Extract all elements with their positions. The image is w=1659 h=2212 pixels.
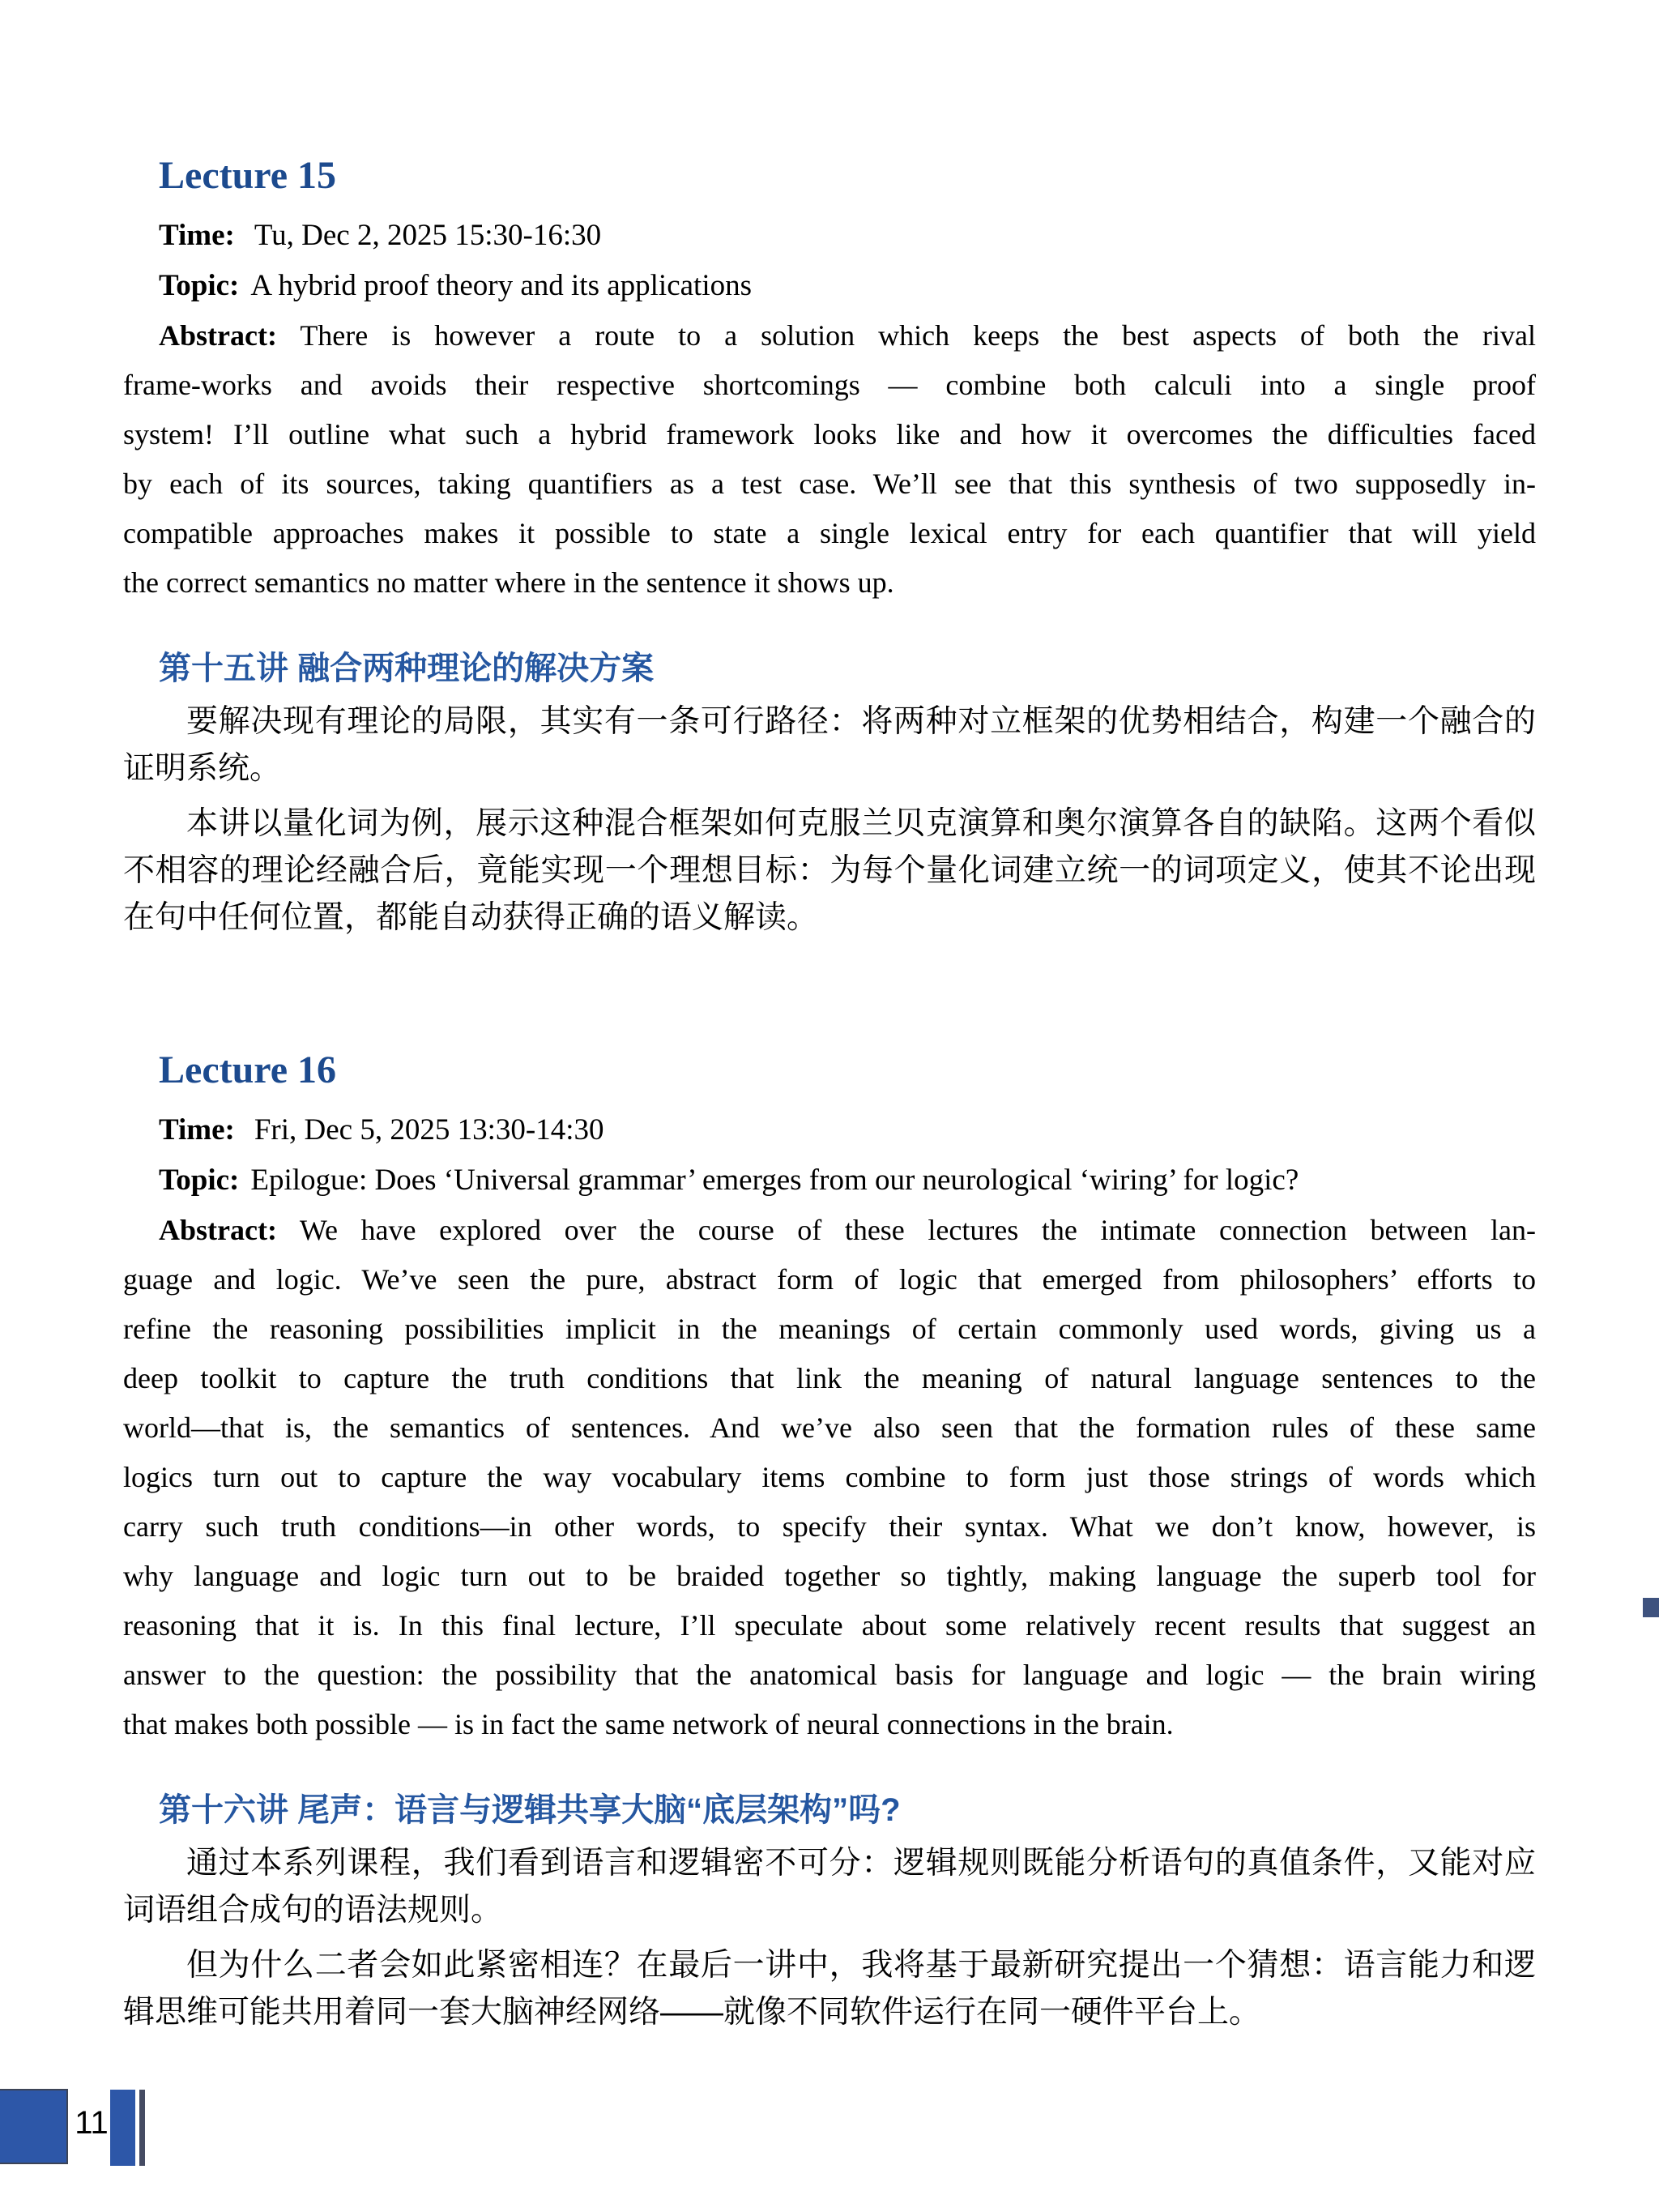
time-value: Fri, Dec 5, 2025 13:30-14:30	[254, 1113, 604, 1147]
abstract-line: guage and logic. We’ve seen the pure, abstract form of logic that emerged from philosophers’ efforts to	[123, 1263, 1536, 1296]
abstract-line: answer to the question: the possibility that the anatomical basis for language and logic — the brain wiring	[123, 1659, 1536, 1691]
abstract-line: deep toolkit to capture the truth conditions that link the meaning of natural language sentences to the	[123, 1362, 1536, 1394]
lecture-15-time-row	[159, 211, 1536, 261]
lecture-16-title: Lecture 16	[159, 1048, 337, 1091]
abstract-line: why language and logic turn out to be braided together so tightly, making language the superb tool for	[123, 1560, 1536, 1592]
lecture-16-section	[123, 1048, 1536, 2036]
footer-accent-rule	[139, 2090, 145, 2166]
lecture-15-section	[123, 154, 1536, 942]
lecture-15-title: Lecture 15	[159, 154, 337, 197]
lecture-15-cn-heading: 第十五讲 融合两种理论的解决方案	[159, 651, 655, 686]
abstract-line: reasoning that it is. In this final lecture, I’ll speculate about some relatively recent results that suggest an	[123, 1609, 1536, 1642]
time-label: Time:	[159, 1113, 235, 1147]
abstract-line: logics turn out to capture the way vocabulary items combine to form just those strings of words which	[123, 1461, 1536, 1493]
lecture-16-abstract	[123, 1206, 1536, 1749]
abstract-line: carry such truth conditions—in other words, to specify their syntax. What we don’t know, however, is	[123, 1510, 1536, 1543]
abstract-line	[123, 311, 1536, 361]
abstract-line: by each of its sources, taking quantifiers as a test case. We’ll see that this synthesis of two supposedly in-	[123, 468, 1536, 500]
page-content	[0, 154, 1659, 2036]
right-edge-mark	[1643, 1598, 1659, 1617]
lecture-16-cn-paragraph: 通过本系列课程，我们看到语言和逻辑密不可分：逻辑规则既能分析语句的真值条件，又能对应词语组合成句的语法规则。	[123, 1846, 1536, 1928]
topic-label: Topic:	[159, 1164, 240, 1197]
page-number: 11	[75, 2105, 109, 2141]
lecture-16-time-row	[159, 1105, 1536, 1155]
footer-accent-bar	[110, 2090, 135, 2166]
lecture-16-cn-heading: 第十六讲 尾声：语言与逻辑共享大脑“底层架构”吗?	[159, 1792, 901, 1828]
topic-value: A hybrid proof theory and its applications	[250, 269, 753, 302]
abstract-line: frame-works and avoids their respective shortcomings — combine both calculi into a single proof	[123, 369, 1536, 401]
topic-value: Epilogue: Does ‘Universal grammar’ emerges from our neurological ‘wiring’ for logic?	[250, 1164, 1299, 1197]
abstract-line: that makes both possible — is in fact the same network of neural connections in the brain.	[123, 1708, 1174, 1740]
footer-accent-square	[0, 2089, 68, 2164]
lecture-15-cn-paragraph: 本讲以量化词为例，展示这种混合框架如何克服兰贝克演算和奥尔演算各自的缺陷。这两个看似不相容的理论经融合后，竟能实现一个理想目标：为每个量化词建立统一的词项定义，使其不论出现在句中任何位置，都能自动获得正确的语义解读。	[123, 806, 1536, 935]
lecture-15-abstract	[123, 311, 1536, 608]
abstract-line: system! I’ll outline what such a hybrid framework looks like and how it overcomes the difficulties faced	[123, 418, 1536, 451]
abstract-line-text: There is however a route to a solution which keeps the best aspects of both the rival	[300, 319, 1536, 352]
abstract-label: Abstract:	[159, 1214, 277, 1246]
abstract-line: refine the reasoning possibilities implicit in the meanings of certain commonly used words, giving us a	[123, 1313, 1536, 1345]
abstract-line: world—that is, the semantics of sentences. And we’ve also seen that the formation rules of these same	[123, 1411, 1536, 1444]
lecture-15-topic-row	[159, 261, 1536, 311]
topic-label: Topic:	[159, 269, 240, 302]
lecture-16-cn-paragraph: 但为什么二者会如此紧密相连？在最后一讲中，我将基于最新研究提出一个猜想：语言能力和逻辑思维可能共用着同一套大脑神经网络——就像不同软件运行在同一硬件平台上。	[123, 1948, 1536, 2030]
lecture-16-topic-row	[159, 1155, 1536, 1206]
lecture-15-cn-paragraph: 要解决现有理论的局限，其实有一条可行路径：将两种对立框架的优势相结合，构建一个融合的证明系统。	[123, 704, 1536, 786]
time-value: Tu, Dec 2, 2025 15:30-16:30	[254, 219, 602, 252]
abstract-line	[123, 1206, 1536, 1255]
abstract-line-text: We have explored over the course of these lectures the intimate connection between lan-	[299, 1214, 1536, 1246]
abstract-line: compatible approaches makes it possible to state a single lexical entry for each quantifier that will yield	[123, 517, 1536, 549]
time-label: Time:	[159, 219, 235, 252]
abstract-label: Abstract:	[159, 319, 277, 352]
abstract-line: the correct semantics no matter where in the sentence it shows up.	[123, 566, 894, 599]
